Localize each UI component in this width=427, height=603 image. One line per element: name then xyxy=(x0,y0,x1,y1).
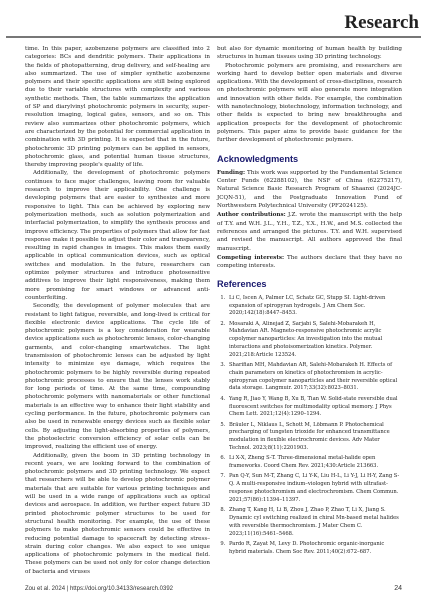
header-rule xyxy=(6,36,421,38)
acknowledgments-heading: Acknowledgments xyxy=(217,153,299,164)
funding-text: This work was supported by the Fundamental Science Center Funds (62288102), the NSF of China (62275217), Natural Science Basic Research Program of Shaanxi (2024JC-JCQN-51), and the Postgraduate Innovation Fund of Northwestern Polytechnical University (PF2024125). xyxy=(217,169,403,210)
competing-label: Competing interests: xyxy=(217,254,285,261)
body-paragraph: but also for dynamic monitoring of human health by building structures in human tissues using 3D printing technology. xyxy=(217,46,402,61)
reference-item: 5. Bräuler L, Niklaus L, Schott M, Löbmann P. Photochemical precharging of tungsten trioxide for enhanced transmittance modulation in flexible electrochromic devices. Adv Mater Technol. 2023;8(11):2201903. xyxy=(227,422,402,453)
reference-item: 2. Mosaraki A, Alinejad Z, Sarjabi S, Salehi-Mobarakeh H, Mahdavian AR. Magneto-responsive photochromic acrylic copolymer nanoparticles: An investigation into the mutual interactions and photoisomerization kinetics. Polymer. 2021;218:Article 123524. xyxy=(227,321,402,360)
body-paragraph: Additionally, given the boom in 3D printing technology in recent years, we are looking forward to the combination of photochromic polymers and 3D printing technology. We expect that researchers will be able to develop photochromic polymer materials that are suitable for various printing techniques and will be used in a wide range of applications such as optical devices and aerospace. In addition, we further expect future 3D printed photochromic polymer structures to be used for structural health monitoring. For example, the use of these polymers to make photochromic sensors could be effective in reducing potential damage to spacecraft by detecting stress–strain during color changes. We also expect to see unique applications of photochromic polymers in the medical field. These polymers can be used not only for color change detection of bacteria and viruses xyxy=(25,452,210,575)
funding-statement xyxy=(217,169,402,210)
footer-citation: Zou et al. 2024 | xyxy=(25,586,69,592)
acknowledgments-section xyxy=(217,169,402,271)
page-header xyxy=(0,0,427,42)
journal-title: Research xyxy=(344,12,419,33)
body-paragraph: Photochromic polymers are promising, and researchers are working hard to develop better open materials and diverse applications. With the development of cross-disciplines, research on photochromic polymers will also generate more integration and innovation with other fields. For example, the combination with nanotechnology, biotechnology, information technology, and other fields is expected to bring new breakthroughs and application prospects for the development of photochromic polymers. This paper aims to provide basic guidance for the further development of photochromic polymers. xyxy=(217,62,402,144)
reference-item: 4. Yang R, Jiao Y, Wang B, Xu B, Tian W. Solid-state reversible dual fluorescent switches for multimodality optical memory. J Phys Chem Lett. 2021;12(4):1290–1294. xyxy=(227,396,402,419)
reference-item: 3. Sharifian MH, Mahdavian AR, Salehi-Mobarakeh H. Effects of chain parameters on kinetics of photochromism in acrylic-spiropyran copolymer nanoparticles and their reversible optical data storage. Langmuir. 2017;33(32):8023–8031. xyxy=(227,362,402,393)
competing-interests xyxy=(217,254,402,271)
reference-item: 1. Li C, Iscen A, Palmer LC, Schatz GC, Stupp SI. Light-driven expansion of spiropyran hydrogels. J Am Chem Soc. 2020;142(18):8447–8453. xyxy=(227,295,402,318)
left-column xyxy=(25,45,210,576)
body-paragraph: Additionally, the development of photochromic polymers continues to face major challenges, leaving room for valuable research to improve their applicability. One challenge is developing polymers that are easier to synthesize and more responsive to light. This can be achieved by exploring new polymerization methods, such as solution polymerization and interfacial polymerization, to simplify the synthesis process and improve efficiency. The properties of polymers that allow for fast response make it possible to adjust their color and transparency, resulting in rapid changes in images. This makes them easily applicable in optical communication devices, such as optical switches and modulation. In the future, researchers can optimize polymer structures and introduce photosensitive additives to improve their light responsiveness, making them more promising for smart windows or advanced anti-counterfeiting. xyxy=(25,170,210,301)
references-heading: References xyxy=(217,279,267,290)
contributions-text: J.Z. wrote the manuscript with the help of T.Y. and W.H. J.L., Y.H., T.Z., Y.X., H.W., and M.S. collected the references and arranged the pictures. T.Y. and W.H. supervised and revised the manuscript. All authors approved the final manuscript. xyxy=(217,212,403,252)
reference-list xyxy=(217,295,402,557)
body-paragraph: time. In this paper, azobenzene polymers are classified into 2 categories: BCs and dendritic polymers. Their applications in the fields of photopatterning, drug delivery, and self-healing are also summarized. The use of simpler synthetic azobenzene polymers and their specific applications are still being explored due to their variable structures with complexity and various synthetic methods. Then, the table summarizes the application of SP and diarylvinyl photochromic polymers in security, super-resolution imaging, logical gates, sensors, and so on. This review also summarizes other photochromic polymers, which are characterized by the potential for commercial application in combination with 3D printing. It is expected that in the future, photochromic 3D printing polymers can be applied in sensors, photochromic glass, and potential human tissue structures, thereby improving people's quality of life. xyxy=(25,46,210,169)
funding-label: Funding: xyxy=(217,169,246,176)
author-contributions xyxy=(217,211,402,252)
reference-item: 7. Pan Q-Y, Sun M-T, Zhang C, Li Y-K, Liu H-L, Li Y-J, Li H-Y, Zang S-Q. A multi-responsive indium–viologen hybrid with ultrafast-response photochromism and electrochromism. Chem Commun. 2021;57(86):11394–11397. xyxy=(227,473,402,504)
competing-text: The authors declare that they have no competing interests. xyxy=(217,254,403,270)
page-footer xyxy=(25,586,402,592)
right-column xyxy=(217,45,402,559)
reference-item: 9. Pardo R, Zayat M, Levy D. Photochromic organic-inorganic hybrid materials. Chem Soc Rev. 2011;40(2):672–687. xyxy=(227,541,402,557)
reference-item: 6. Li X-X, Zheng S-T. Three-dimensional metal-halide open frameworks. Coord Chem Rev. 2021;430:Article 213663. xyxy=(227,455,402,471)
page-number: 24 xyxy=(394,585,402,592)
body-paragraph: Secondly, the development of polymer molecules that are resistant to light fatigue, reversible, and long-lived is critical for flexible electronic device applications. The cycle life of photochromic polymers is a key consideration for wearable device applications such as photochromic lenses, color-changing garments, and color-changing smartwatches. The light transmission of photochromic lenses can be adjusted by light intensity to minimize eye damage, which requires the photochromic polymers to be highly reversible during repeated photochromic processes to ensure that the lenses work stably for long periods of time. At the same time, compounding photochromic polymers with nanomaterials or other functional materials is an effective way to enhance their light stability and cycling performance. In the future, photochromic polymers can also be used in renewable energy devices such as flexible solar cells. By adjusting the light-absorbing properties of polymers, the photoelectric conversion efficiency of solar cells can be improved, realizing the efficient use of energy. xyxy=(25,303,210,451)
contributions-label: Author contributions: xyxy=(217,212,286,219)
doi-link[interactable]: https://doi.org/10.34133/research.0392 xyxy=(69,586,174,592)
reference-item: 8. Zhang T, Kang H, Li B, Zhou J, Zhao P, Zhao T, Li X, Jiang S. Dynamic cyl switching realized in chiral Mn-based metal halides with reversible thermochromism. J Mater Chem C. 2023;11(16):5461–5468. xyxy=(227,507,402,538)
